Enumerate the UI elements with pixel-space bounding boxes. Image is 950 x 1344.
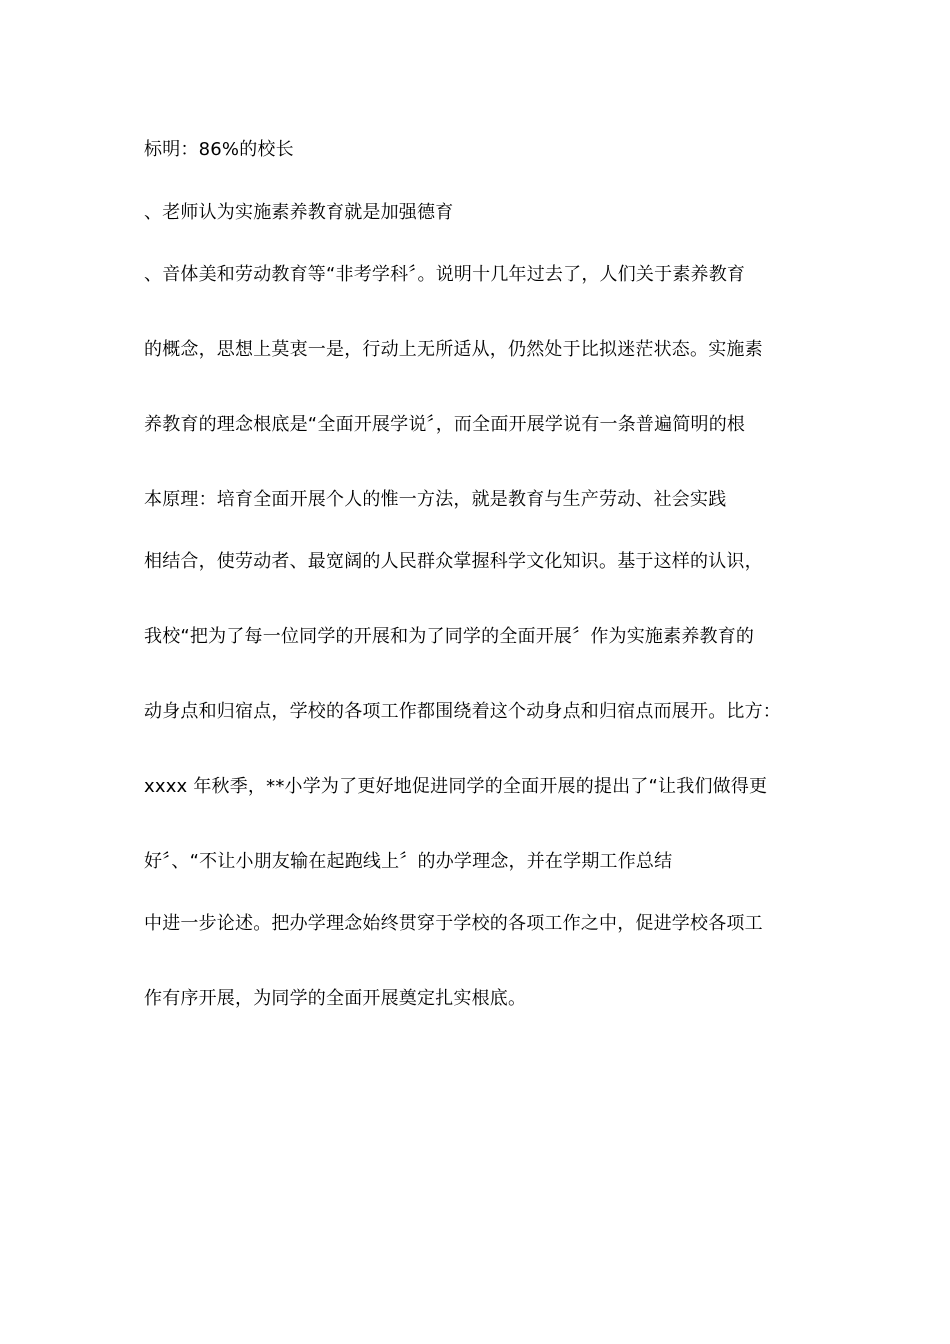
text-line: 本原理：培育全面开展个人的惟一方法，就是教育与生产劳动、社会实践 — [144, 489, 727, 510]
text-line: xxxx 年秋季，**小学为了更好地促进同学的全面开展的提出了“让我们做得更 — [144, 776, 768, 797]
text-line: 中进一步论述。把办学理念始终贯穿于学校的各项工作之中，促进学校各项工 — [144, 913, 763, 934]
text-line: 动身点和归宿点，学校的各项工作都围绕着这个动身点和归宿点而展开。比方： — [144, 701, 781, 722]
text-line: 的概念，思想上莫衷一是，行动上无所适从，仍然处于比拟迷茫状态。实施素 — [144, 339, 763, 360]
text-line: 相结合，使劳动者、最宽阔的人民群众掌握科学文化知识。基于这样的认识， — [144, 551, 763, 572]
text-line: 养教育的理念根底是“全面开展学说〞，而全面开展学说有一条普遍简明的根 — [144, 414, 746, 435]
text-line: 作有序开展，为同学的全面开展奠定扎实根底。 — [144, 988, 527, 1009]
text-line: 、老师认为实施素养教育就是加强德育 — [144, 202, 454, 223]
text-line: 、音体美和劳动教育等“非考学科〞。说明十几年过去了，人们关于素养教育 — [144, 264, 746, 285]
text-line: 标明：86%的校长 — [144, 139, 294, 160]
text-line: 好〞、“不让小朋友输在起跑线上〞的办学理念，并在学期工作总结 — [144, 851, 673, 872]
text-line: 我校“把为了每一位同学的开展和为了同学的全面开展〞作为实施素养教育的 — [144, 626, 755, 647]
